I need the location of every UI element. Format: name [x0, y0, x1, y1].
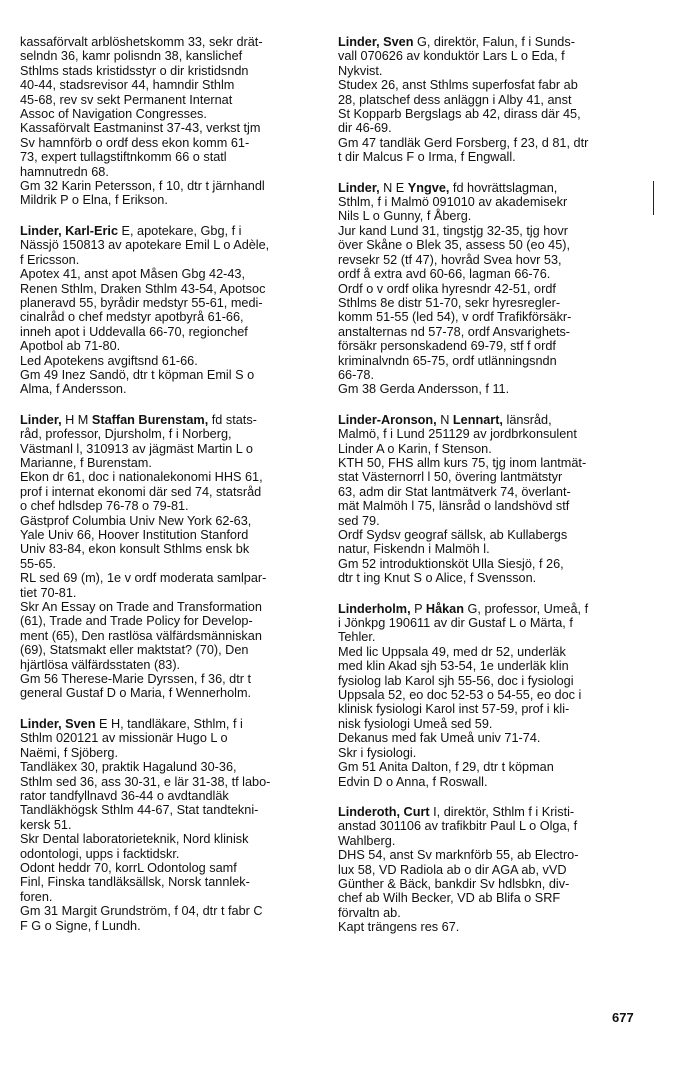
entry-text: prof i internat ekonomi där sed 74, statsråd — [20, 484, 262, 499]
entry-line — [20, 746, 326, 760]
entry-text: Led Apotekens avgiftsnd 61-66. — [20, 353, 198, 368]
entry-text: Edvin D o Anna, f Roswall. — [338, 774, 488, 789]
entry-text: anstalternas nd 57-78, ordf Ansvarighets- — [338, 324, 571, 339]
entry-line — [338, 413, 644, 427]
entry-line — [20, 193, 326, 207]
entry-line — [20, 847, 326, 861]
entry-text: Sthlm, f i Malmö 091010 av akademisekr — [338, 195, 568, 210]
entry-line — [20, 253, 326, 267]
entry-text: Skr i fysiologi. — [338, 745, 417, 760]
entry-line — [338, 645, 644, 659]
entry-text: Marianne, f Burenstam. — [20, 455, 152, 470]
entry-line — [20, 136, 326, 150]
entry-name: Linderholm, — [338, 601, 411, 616]
entry-line — [338, 528, 644, 542]
entry-text: kersk 51. — [20, 817, 72, 832]
entry-text: Gm 32 Karin Petersson, f 10, dtr t järnhandl — [20, 179, 265, 194]
entry-line — [20, 427, 326, 441]
entry-text: med klin Akad sjh 53-54, 1e underläk klin — [338, 659, 569, 674]
entry-line — [338, 310, 644, 324]
entry-line — [20, 557, 326, 571]
entry-line — [338, 49, 644, 63]
entry-line — [338, 181, 644, 195]
entry-line — [20, 818, 326, 832]
entry-text: hamnutredn 68. — [20, 164, 109, 179]
entry-line — [338, 602, 644, 616]
entry-line — [338, 136, 644, 150]
entry-line — [20, 600, 326, 614]
entry-line — [20, 890, 326, 904]
entry-text: chef ab Wilh Becker, VD ab Blifa o SRF — [338, 891, 561, 906]
entry-text: dtr t ing Knut S o Alice, f Svensson. — [338, 571, 537, 586]
entry-text: sed 79. — [338, 513, 380, 528]
entry-line — [20, 413, 326, 427]
entry-text: hjärtlösa välfärdsstaten (83). — [20, 657, 181, 672]
entry-text: t dir Malcus F o Irma, f Engwall. — [338, 150, 516, 165]
entry-text: F G o Signe, f Lundh. — [20, 918, 141, 933]
entry-line — [338, 674, 644, 688]
entry-text: Gm 47 tandläk Gerd Forsberg, f 23, d 81, dtr — [338, 135, 589, 150]
entry-name: Linder-Aronson, — [338, 412, 437, 427]
entry-text: Ekon dr 61, doc i nationalekonomi HHS 61, — [20, 470, 263, 485]
biography-entry — [20, 413, 326, 701]
entry-text: revsekr 52 (tf 47), hovråd Svea hovr 53, — [338, 252, 562, 267]
entry-text: Günther & Bäck, bankdir Sv hdlsbkn, div- — [338, 876, 570, 891]
biography-entry — [338, 805, 644, 935]
entry-line — [338, 877, 644, 891]
entry-given-name: Yngve, — [407, 180, 450, 195]
entry-line — [20, 861, 326, 875]
entry-text: E H, tandläkare, Sthlm, f i — [95, 716, 243, 731]
entry-text: Linder A o Karin, f Stenson. — [338, 441, 492, 456]
entry-text: Wahlberg. — [338, 833, 396, 848]
entry-line — [20, 629, 326, 643]
entry-text: Jur kand Lund 31, tingstjg 32-35, tjg hovr — [338, 223, 568, 238]
entry-text: Kapt trängens res 67. — [338, 920, 460, 935]
entry-line — [20, 354, 326, 368]
entry-text: Skr Dental laboratorieteknik, Nord klinisk — [20, 832, 249, 847]
entry-line — [338, 834, 644, 848]
entry-text: Renen Sthlm, Draken Sthlm 43-54, Apotsoc — [20, 281, 266, 296]
entry-line — [20, 339, 326, 353]
entry-line — [338, 209, 644, 223]
entry-line — [338, 282, 644, 296]
entry-text: Sthlms stads kristidsstyr o dir kristidsndn — [20, 63, 249, 78]
entry-name: Linder, Karl-Eric — [20, 223, 119, 238]
entry-line — [338, 659, 644, 673]
entry-line — [20, 325, 326, 339]
entry-line — [338, 571, 644, 585]
entry-line — [20, 107, 326, 121]
entry-line — [338, 224, 644, 238]
entry-text: E, apotekare, Gbg, f i — [118, 223, 242, 238]
entry-text: nisk fysiologi Umeå sed 59. — [338, 716, 493, 731]
biography-entry — [338, 181, 644, 397]
entry-line — [338, 78, 644, 92]
entry-line — [338, 819, 644, 833]
entry-line — [20, 731, 326, 745]
entry-line — [338, 456, 644, 470]
margin-mark — [653, 181, 654, 215]
entry-line — [20, 586, 326, 600]
entry-line — [338, 296, 644, 310]
entry-line — [20, 514, 326, 528]
entry-text: Tandläkhögsk Sthlm 44-67, Stat tandtekni- — [20, 803, 259, 818]
entry-line — [20, 121, 326, 135]
biography-entry — [20, 717, 326, 933]
entry-line — [338, 93, 644, 107]
entry-text: vall 070626 av konduktör Lars L o Eda, f — [338, 49, 565, 64]
entry-line — [338, 863, 644, 877]
entry-given-name: Staffan Burenstam, — [91, 412, 209, 427]
entry-text: P — [410, 601, 426, 616]
entry-text: selndn 36, kamr polisndn 38, kanslichef — [20, 49, 243, 64]
entry-text: Malmö, f i Lund 251129 av jordbrkonsulent — [338, 427, 577, 442]
entry-text: Sthlms 8e distr 51-70, sekr hyresregler- — [338, 295, 561, 310]
entry-text: Sv hamnförb o ordf dess ekon komm 61- — [20, 135, 250, 150]
entry-text: Sthlm 020121 av missionär Hugo L o — [20, 731, 228, 746]
entry-line — [338, 427, 644, 441]
entry-line — [338, 616, 644, 630]
biography-entry — [338, 35, 644, 165]
entry-line — [20, 165, 326, 179]
entry-text: DHS 54, anst Sv marknförb 55, ab Electro- — [338, 848, 579, 863]
entry-line — [338, 382, 644, 396]
entry-text: stat Västernorrl l 50, övering lantmätstyr — [338, 470, 563, 485]
entry-text: foren. — [20, 889, 53, 904]
entry-text: kassaförvalt arblöshetskomm 33, sekr drät- — [20, 35, 263, 49]
biography-entry — [20, 224, 326, 397]
entry-text: Sthlm sed 36, ass 30-31, e lär 31-38, tf labo- — [20, 774, 271, 789]
entry-text: cinalråd o chef medstyr apotbyrå 61-66, — [20, 310, 244, 325]
entry-line — [20, 150, 326, 164]
entry-text: 66-78. — [338, 367, 374, 382]
entry-text: Gm 49 Inez Sandö, dtr t köpman Emil S o — [20, 367, 255, 382]
entry-text: Alma, f Andersson. — [20, 382, 127, 397]
entry-text: ment (65), Den rastlösa välfärdsmänniskan — [20, 628, 262, 643]
entry-line — [338, 485, 644, 499]
entry-text: 63, adm dir Stat lantmätverk 74, överlant- — [338, 484, 571, 499]
entry-text: mät Malmöh l 75, länsråd o landshövd stf — [338, 499, 570, 514]
entry-text: Gm 51 Anita Dalton, f 29, dtr t köpman — [338, 760, 554, 775]
entry-text: Med lic Uppsala 49, med dr 52, underläk — [338, 644, 566, 659]
entry-line — [20, 832, 326, 846]
entry-text: Assoc of Navigation Congresses. — [20, 107, 207, 122]
entry-line — [20, 528, 326, 542]
entry-name: Linder, Sven — [338, 35, 414, 49]
entry-text: natur, Fiskendn i Malmöh l. — [338, 542, 490, 557]
entry-line — [338, 805, 644, 819]
entry-line — [338, 470, 644, 484]
entry-line — [20, 382, 326, 396]
entry-line — [338, 238, 644, 252]
entry-text: o chef hdlsdep 76-78 o 79-81. — [20, 499, 189, 514]
entry-line — [20, 238, 326, 252]
right-column — [338, 35, 644, 951]
entry-line — [20, 904, 326, 918]
entry-text: Nässjö 150813 av apotekare Emil L o Adèle, — [20, 238, 270, 253]
entry-line — [338, 848, 644, 862]
entry-line — [20, 78, 326, 92]
entry-line — [20, 456, 326, 470]
page-number: 677 — [612, 1010, 634, 1025]
entry-text: 28, platschef dess anläggn i Alby 41, anst — [338, 92, 572, 107]
entry-line — [20, 775, 326, 789]
entry-line — [338, 775, 644, 789]
entry-given-name: Håkan — [425, 601, 464, 616]
entry-line — [338, 442, 644, 456]
entry-text: I, direktör, Sthlm f i Kristi- — [429, 804, 575, 819]
entry-text: St Kopparb Bergslags ab 42, dirass där 45, — [338, 107, 581, 122]
entry-text: lux 58, VD Radiola ab o dir AGA ab, vVD — [338, 862, 567, 877]
entry-line — [20, 643, 326, 657]
entry-text: Uppsala 52, eo doc 52-53 o 54-55, eo doc i — [338, 688, 582, 703]
entry-text: Naëmi, f Sjöberg. — [20, 745, 119, 760]
entry-line — [20, 672, 326, 686]
entry-name: Linder, Sven — [20, 716, 96, 731]
entry-line — [20, 93, 326, 107]
biography-entry — [20, 35, 326, 208]
entry-text: fd stats- — [208, 412, 257, 427]
entry-text: Gm 52 introduktionsköt Ulla Siesjö, f 26, — [338, 556, 564, 571]
entry-line — [20, 658, 326, 672]
entry-text: Nykvist. — [338, 63, 383, 78]
entry-text: försäkr personskadend 69-79, stf f ordf — [338, 339, 556, 354]
entry-text: 73, expert tullagstiftnkomm 66 o statl — [20, 150, 227, 165]
entry-text: anstad 301106 av trafikbitr Paul L o Olga, f — [338, 819, 578, 834]
entry-text: rator tandfyllnavd 36-44 o avdtandläk — [20, 788, 229, 803]
entry-line — [338, 630, 644, 644]
entry-text: Gm 31 Margit Grundström, f 04, dtr t fabr C — [20, 904, 263, 919]
entry-text: general Gustaf D o Maria, f Wennerholm. — [20, 686, 252, 701]
entry-line — [338, 150, 644, 164]
entry-line — [338, 557, 644, 571]
biography-entry — [338, 602, 644, 789]
entry-text: länsråd, — [502, 412, 552, 427]
entry-line — [338, 354, 644, 368]
left-column — [20, 35, 326, 949]
entry-text: Ordf o v ordf olika hyresndr 42-51, ordf — [338, 281, 556, 296]
entry-text: odontologi, upps i facktidskr. — [20, 846, 180, 861]
entry-text: råd, professor, Djursholm, f i Norberg, — [20, 427, 232, 442]
entry-line — [338, 267, 644, 281]
entry-line — [338, 107, 644, 121]
entry-text: Gästprof Columbia Univ New York 62-63, — [20, 513, 252, 528]
entry-line — [338, 760, 644, 774]
entry-text: Mildrik P o Elna, f Erikson. — [20, 193, 168, 208]
entry-text: tiet 70-81. — [20, 585, 77, 600]
entry-line — [338, 64, 644, 78]
entry-line — [20, 717, 326, 731]
entry-line — [338, 195, 644, 209]
entry-line — [20, 310, 326, 324]
entry-text: G, professor, Umeå, f — [464, 601, 589, 616]
entry-text: Finl, Finska tandläksällsk, Norsk tannlek- — [20, 875, 250, 890]
entry-line — [338, 702, 644, 716]
entry-line — [20, 789, 326, 803]
entry-line — [20, 296, 326, 310]
entry-line — [20, 686, 326, 700]
entry-line — [20, 470, 326, 484]
entry-line — [20, 542, 326, 556]
entry-text: Kassaförvalt Eastmaninst 37-43, verkst tjm — [20, 121, 261, 136]
entry-text: Studex 26, anst Sthlms superfosfat fabr ab — [338, 78, 578, 93]
entry-text: planeravd 55, byrådir medstyr 55-61, medi- — [20, 295, 263, 310]
biography-entry — [338, 413, 644, 586]
entry-line — [338, 731, 644, 745]
entry-line — [20, 64, 326, 78]
entry-text: dir 46-69. — [338, 121, 392, 136]
entry-line — [338, 35, 644, 49]
entry-text: (69), Statsmakt eller maktstat? (70), Den — [20, 643, 249, 658]
entry-text: f Ericsson. — [20, 252, 80, 267]
entry-text: komm 51-55 (led 54), v ordf Trafikförsäkr- — [338, 310, 572, 325]
entry-line — [20, 875, 326, 889]
entry-line — [338, 499, 644, 513]
entry-name: Linder, — [20, 412, 62, 427]
entry-line — [338, 253, 644, 267]
entry-line — [338, 891, 644, 905]
entry-text: Dekanus med fak Umeå univ 71-74. — [338, 731, 541, 746]
entry-text: Gm 56 Therese-Marie Dyrssen, f 36, dtr t — [20, 672, 252, 687]
entry-text: RL sed 69 (m), 1e v ordf moderata samlpar- — [20, 571, 267, 586]
entry-line — [338, 542, 644, 556]
entry-line — [338, 325, 644, 339]
entry-text: inneh apot i Uddevalla 66-70, regionchef — [20, 324, 248, 339]
entry-text: Odont heddr 70, korrL Odontolog samf — [20, 860, 237, 875]
entry-text: N — [436, 412, 453, 427]
entry-line — [338, 514, 644, 528]
entry-line — [20, 282, 326, 296]
entry-text: Gm 38 Gerda Andersson, f 11. — [338, 382, 510, 397]
entry-text: kriminalvndn 65-75, ordf utlänningsndn — [338, 353, 557, 368]
entry-text: fysiolog lab Karol sjh 55-56, doc i fysiologi — [338, 673, 574, 688]
entry-line — [20, 499, 326, 513]
entry-text: klinisk fysiologi Karol inst 57-59, prof i kli- — [338, 702, 570, 717]
entry-text: KTH 50, FHS allm kurs 75, tjg inom lantmät- — [338, 455, 587, 470]
entry-line — [338, 920, 644, 934]
entry-line — [20, 267, 326, 281]
entry-line — [338, 368, 644, 382]
entry-line — [20, 49, 326, 63]
entry-line — [20, 368, 326, 382]
entry-line — [20, 760, 326, 774]
entry-text: (61), Trade and Trade Policy for Develop- — [20, 614, 253, 629]
entry-line — [338, 121, 644, 135]
entry-line — [338, 688, 644, 702]
entry-text: fd hovrättslagman, — [449, 180, 558, 195]
entry-text: Ordf Sydsv geograf sällsk, ab Kullabergs — [338, 528, 568, 542]
entry-line — [20, 442, 326, 456]
entry-line — [20, 35, 326, 49]
entry-line — [20, 803, 326, 817]
entry-text: 45-68, rev sv sekt Permanent Internat — [20, 92, 233, 107]
entry-text: Nils L o Gunny, f Åberg. — [338, 209, 472, 224]
entry-given-name: Lennart, — [452, 412, 503, 427]
entry-text: Yale Univ 66, Hoover Institution Stanford — [20, 528, 249, 542]
entry-line — [20, 919, 326, 933]
entry-text: ordf å extra avd 60-66, lagman 66-76. — [338, 267, 551, 282]
entry-line — [338, 906, 644, 920]
entry-line — [20, 614, 326, 628]
entry-text: i Jönkpg 190611 av dir Gustaf L o Märta, f — [338, 616, 573, 631]
entry-line — [338, 717, 644, 731]
entry-text: G, direktör, Falun, f i Sunds- — [413, 35, 575, 49]
entry-text: N E — [379, 180, 408, 195]
entry-line — [20, 179, 326, 193]
entry-text: förvaltn ab. — [338, 905, 401, 920]
entry-line — [338, 339, 644, 353]
entry-text: Univ 83-84, ekon konsult Sthlms ensk bk — [20, 542, 250, 557]
entry-name: Linderoth, Curt — [338, 804, 430, 819]
entry-line — [338, 746, 644, 760]
entry-text: 55-65. — [20, 556, 56, 571]
entry-text: H M — [61, 412, 92, 427]
entry-text: över Skåne o Blek 35, assess 50 (eo 45), — [338, 238, 571, 253]
entry-text: Skr An Essay on Trade and Transformation — [20, 600, 262, 615]
entry-line — [20, 571, 326, 585]
entry-name: Linder, — [338, 180, 380, 195]
entry-line — [20, 224, 326, 238]
entry-text: Apotex 41, anst apot Måsen Gbg 42-43, — [20, 267, 245, 282]
entry-text: Västmanl l, 310913 av jägmäst Martin L o — [20, 441, 253, 456]
entry-line — [20, 485, 326, 499]
entry-text: Tandläkex 30, praktik Hagalund 30-36, — [20, 760, 237, 775]
entry-text: Apotbol ab 71-80. — [20, 339, 121, 354]
entry-text: 40-44, stadsrevisor 44, hamndir Sthlm — [20, 78, 235, 93]
entry-text: Tehler. — [338, 630, 376, 645]
